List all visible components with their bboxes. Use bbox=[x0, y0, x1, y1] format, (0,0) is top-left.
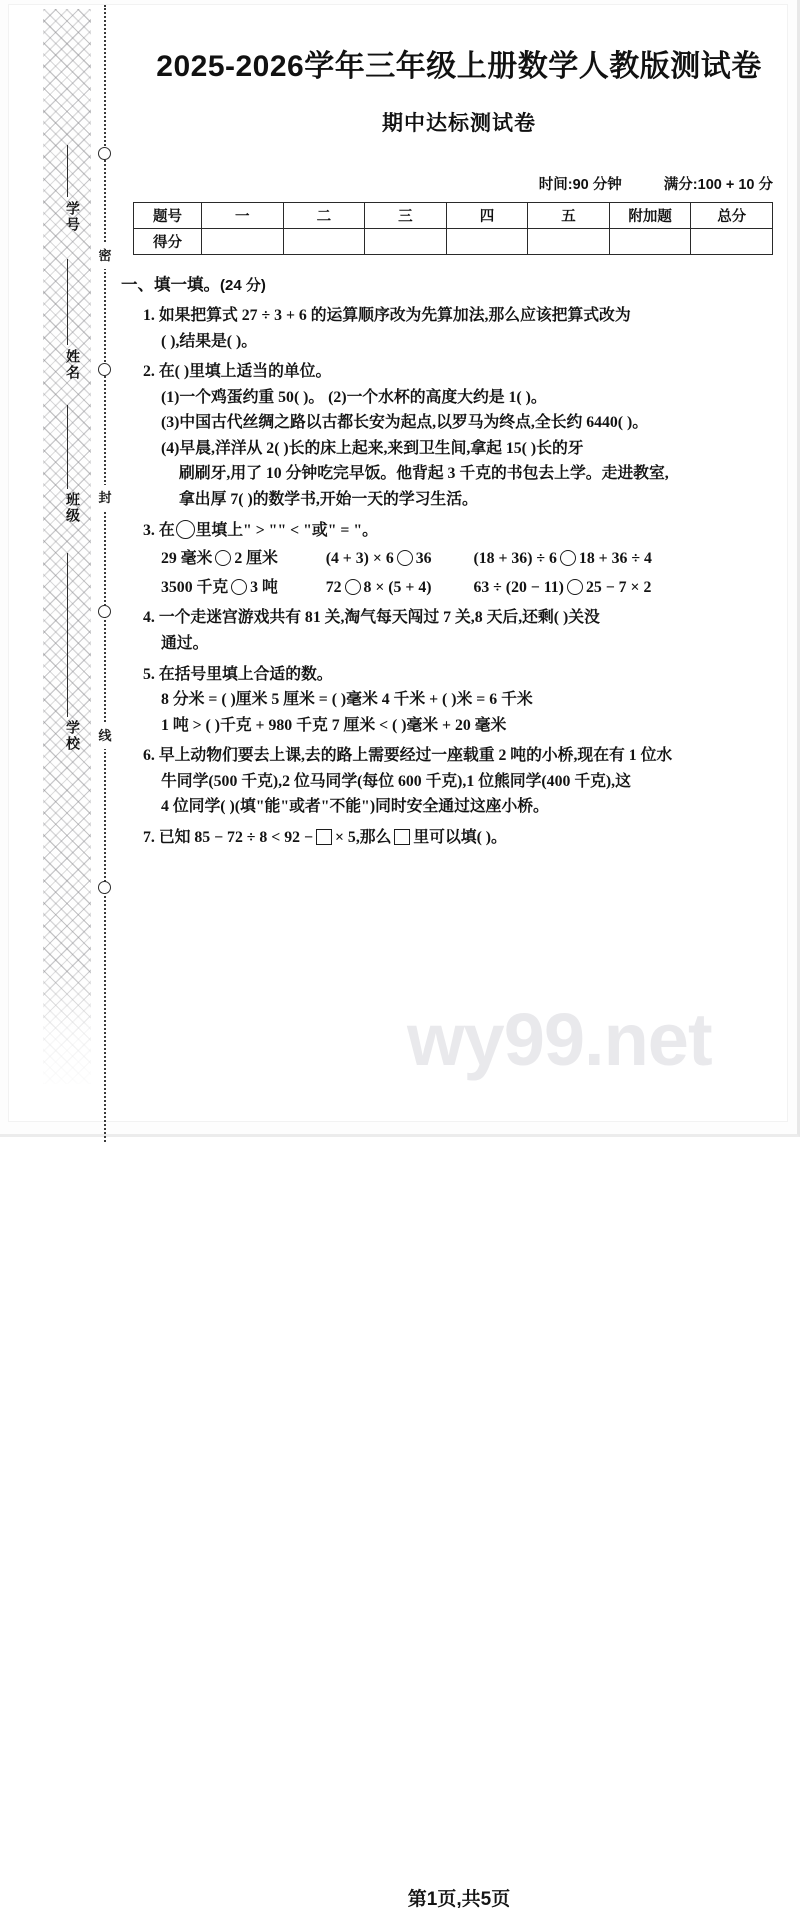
question-1-number: 1. bbox=[143, 307, 155, 324]
question-4-line-2: 通过。 bbox=[161, 634, 209, 652]
seal-char-xian: 线 bbox=[95, 723, 115, 749]
header-part-3: 三 bbox=[365, 203, 447, 229]
school-label: 学校 bbox=[65, 720, 81, 752]
question-5-line-1: 5. 在括号里填上合适的数。 bbox=[143, 665, 333, 683]
comparison-1-2: (4 + 3) × 6 36 bbox=[325, 550, 432, 568]
seal-line-column bbox=[91, 5, 119, 1142]
header-total: 总分 bbox=[691, 203, 773, 229]
header-part-5: 五 bbox=[528, 203, 610, 229]
score-cell-4[interactable] bbox=[446, 229, 528, 255]
comparison-2-3: 63 ÷ (20 − 11) 25 − 7 × 2 bbox=[473, 578, 652, 596]
question-1-line-1: 1. 如果把算式 27 ÷ 3 + 6 的运算顺序改为先算加法,那么应该把算式改为 bbox=[143, 307, 631, 324]
page-title: 2025-2026学年三年级上册数学人教版测试卷 bbox=[156, 50, 762, 83]
question-4 bbox=[127, 605, 791, 656]
section-points: (24 分) bbox=[220, 277, 266, 294]
school-rule bbox=[67, 553, 68, 717]
section-title: 一、填一填。 bbox=[121, 276, 220, 294]
class-rule bbox=[67, 405, 68, 489]
seal-dotted-line bbox=[104, 5, 106, 1142]
comparison-1-3: (18 + 36) ÷ 6 18 + 36 ÷ 4 bbox=[473, 550, 652, 568]
header-question-no: 题号 bbox=[134, 203, 202, 229]
circle-blank-icon[interactable] bbox=[215, 550, 231, 566]
circle-blank-icon[interactable] bbox=[560, 550, 576, 566]
circle-blank-icon[interactable] bbox=[397, 550, 413, 566]
comparison-1-1: 29 毫米 2 厘米 bbox=[161, 550, 278, 568]
question-2-line-6[interactable]: 拿出厚 7( )的数学书,开始一天的学习生活。 bbox=[179, 491, 478, 509]
site-watermark: wy99.net bbox=[407, 998, 712, 1081]
seal-char-feng: 封 bbox=[95, 485, 115, 511]
circle-blank-icon[interactable] bbox=[567, 579, 583, 595]
circle-blank-icon[interactable] bbox=[345, 579, 361, 595]
header-bonus: 附加题 bbox=[609, 203, 691, 229]
table-row-scores bbox=[134, 229, 773, 255]
circle-blank-icon[interactable] bbox=[176, 520, 195, 539]
score-cell-5[interactable] bbox=[528, 229, 610, 255]
table-row-headers bbox=[134, 203, 773, 229]
score-table bbox=[133, 202, 773, 255]
question-5-number: 5. bbox=[143, 665, 155, 683]
full-score: 满分:100 + 10 分 bbox=[663, 177, 773, 193]
question-4-line-1: 4. 一个走迷宫游戏共有 81 关,淘气每天闯过 7 关,8 天后,还剩( )关没 bbox=[143, 609, 600, 627]
header-part-4: 四 bbox=[446, 203, 528, 229]
score-cell-total[interactable] bbox=[691, 229, 773, 255]
score-cell-1[interactable] bbox=[202, 229, 284, 255]
student-name-rule bbox=[67, 259, 68, 345]
question-3-row-1 bbox=[127, 546, 791, 572]
seal-circle-middle bbox=[98, 363, 111, 376]
comparison-2-2: 72 8 × (5 + 4) bbox=[325, 578, 432, 596]
time-limit: 时间:90 分钟 bbox=[538, 177, 622, 193]
question-2-line-4[interactable]: (4)早晨,洋洋从 2( )长的床上起来,来到卫生间,拿起 15( )长的牙 bbox=[161, 439, 584, 457]
student-name-label: 姓名 bbox=[65, 349, 81, 381]
section-heading-1 bbox=[121, 271, 791, 295]
score-cell-bonus[interactable] bbox=[609, 229, 691, 255]
question-3-row-2 bbox=[127, 575, 791, 601]
question-2-line-5: 刷刷牙,用了 10 分钟吃完早饭。他背起 3 千克的书包去上学。走进教室, bbox=[179, 465, 669, 483]
question-2-line-1: 2. 在( )里填上适当的单位。 bbox=[143, 363, 332, 381]
row-label-score: 得分 bbox=[134, 229, 202, 255]
question-2-number: 2. bbox=[143, 363, 155, 381]
student-id-rule bbox=[67, 145, 68, 197]
student-id-label: 学号 bbox=[65, 201, 81, 233]
question-3-number: 3. bbox=[143, 521, 155, 539]
question-4-number: 4. bbox=[143, 609, 155, 627]
question-2 bbox=[127, 359, 791, 512]
header-part-2: 二 bbox=[283, 203, 365, 229]
question-5 bbox=[127, 662, 791, 739]
question-7-line-1: 7. 已知 85 − 72 ÷ 8 < 92 − × 5,那么 里可以填( )。 bbox=[143, 828, 507, 846]
question-6-number: 6. bbox=[143, 747, 155, 765]
question-7 bbox=[127, 825, 791, 851]
question-5-line-2[interactable]: 8 分米 = ( )厘米 5 厘米 = ( )毫米 4 千米 + ( )米 = 6 千米 bbox=[161, 691, 533, 709]
seal-circle-bottom bbox=[98, 881, 111, 894]
comparison-2-1: 3500 千克 3 吨 bbox=[161, 578, 278, 596]
question-3-prompt: 3. 在 里填上" > "" < "或" = "。 bbox=[143, 521, 378, 539]
question-2-line-3[interactable]: (3)中国古代丝绸之路以古都长安为起点,以罗马为终点,全长约 6440( )。 bbox=[161, 414, 649, 432]
page-inner-frame bbox=[8, 4, 788, 1910]
question-5-line-3[interactable]: 1 吨 > ( )千克 + 980 千克 7 厘米 < ( )毫米 + 20 毫米 bbox=[161, 716, 507, 734]
question-1-line-2[interactable]: ( ),结果是( )。 bbox=[161, 332, 258, 350]
header-part-1: 一 bbox=[202, 203, 284, 229]
class-label: 班级 bbox=[65, 492, 81, 524]
question-7-number: 7. bbox=[143, 828, 155, 846]
question-6-line-1: 6. 早上动物们要去上课,去的路上需要经过一座载重 2 吨的小桥,现在有 1 位水 bbox=[143, 747, 673, 765]
question-6-line-2: 牛同学(500 千克),2 位马同学(每位 600 千克),1 位熊同学(400 千克),这 bbox=[161, 772, 631, 790]
score-cell-2[interactable] bbox=[283, 229, 365, 255]
decorative-band-fade bbox=[43, 965, 91, 1085]
seal-char-mi: 密 bbox=[95, 243, 115, 269]
page-subtitle: 期中达标测试卷 bbox=[382, 112, 536, 135]
page-footer: 第1页,共5页 bbox=[407, 1888, 511, 1910]
question-6 bbox=[127, 743, 791, 820]
seal-circle-lower bbox=[98, 605, 111, 618]
exam-meta-row bbox=[127, 173, 791, 194]
square-blank-icon[interactable] bbox=[316, 829, 332, 845]
square-blank-icon[interactable] bbox=[394, 829, 410, 845]
question-2-line-2[interactable]: (1)一个鸡蛋约重 50( )。 (2)一个水杯的高度大约是 1( )。 bbox=[161, 388, 547, 406]
exam-content bbox=[121, 41, 791, 851]
score-cell-3[interactable] bbox=[365, 229, 447, 255]
question-1 bbox=[127, 303, 791, 354]
questions-container bbox=[121, 271, 791, 851]
circle-blank-icon[interactable] bbox=[231, 579, 247, 595]
seal-circle-top bbox=[98, 147, 111, 160]
question-6-line-3[interactable]: 4 位同学( )(填"能"或者"不能")同时安全通过这座小桥。 bbox=[161, 798, 549, 816]
question-3 bbox=[127, 518, 791, 601]
